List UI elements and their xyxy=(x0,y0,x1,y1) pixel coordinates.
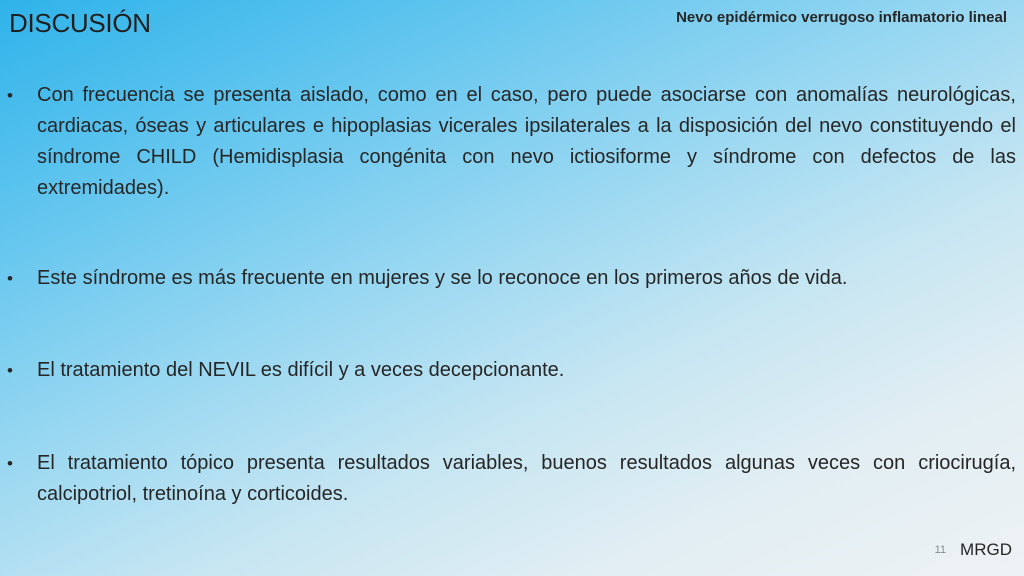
bullet-text: El tratamiento del NEVIL es difícil y a veces decepcionante. xyxy=(37,359,565,381)
bullet-marker: • xyxy=(7,454,13,473)
slide-title: DISCUSIÓN xyxy=(9,8,151,38)
slide-subtitle: Nevo epidérmico verrugoso inflamatorio lineal xyxy=(676,9,1007,26)
page-number: 11 xyxy=(934,544,946,556)
footer-label: MRGD xyxy=(960,540,1012,559)
bullet-text: Con frecuencia se presenta aislado, como en el caso, pero puede asociarse con anomalías neurológicas, cardiacas, óseas y articulares e hipoplasias vicerales ipsilaterales a la disposición del nevo constituyendo el síndrome CHILD (Hemidisplasia congénita con nevo ictiosiforme y síndrome con defectos de las extremidades). xyxy=(37,84,1016,199)
bullet-text: Este síndrome es más frecuente en mujeres y se lo reconoce en los primeros años de vida. xyxy=(37,267,848,289)
bullet-marker: • xyxy=(7,86,13,105)
bullet-text: El tratamiento tópico presenta resultados variables, buenos resultados algunas veces con criocirugía, calcipotriol, tretinoína y corticoides. xyxy=(37,452,1016,505)
bullet-marker: • xyxy=(7,361,13,380)
bullet-marker: • xyxy=(7,269,13,288)
